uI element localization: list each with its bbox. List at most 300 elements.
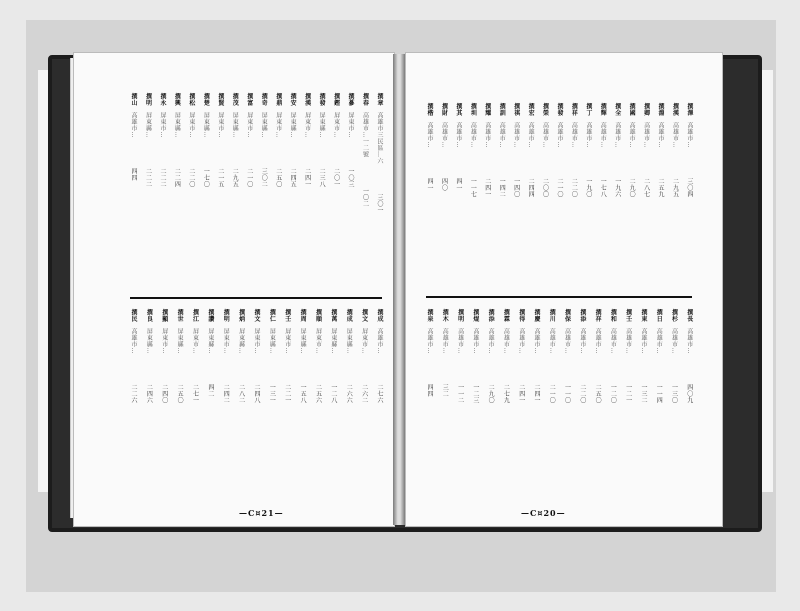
entry-term: 世: [176, 315, 184, 322]
index-entry: [455, 103, 461, 303]
entry-ref: 高雄市…: [639, 328, 647, 354]
entry-num: 二四八: [253, 384, 260, 404]
entry-num: 一五八: [299, 384, 307, 404]
index-entry: [217, 93, 223, 313]
entry-term: 財: [440, 109, 448, 116]
entry-head: 撰: [347, 93, 355, 100]
entry-ref: 屏東市…: [332, 112, 340, 138]
entry-num: 一九六: [613, 178, 621, 198]
entry-num: 二四二: [222, 384, 230, 404]
entry-num: 一三〇: [670, 384, 678, 404]
entry-num: 一一四: [655, 384, 663, 404]
entry-head: 撰: [130, 309, 137, 316]
entry-head: 撰: [454, 103, 462, 110]
entry-num: 二四〇: [160, 384, 168, 404]
entry-ref: 屏東縣…: [345, 328, 353, 354]
entry-head: 撰: [570, 103, 578, 110]
entry-term: 漢: [303, 99, 311, 106]
entry-num: 二一五: [216, 168, 224, 188]
entry-term: 耀: [483, 109, 491, 116]
entry-ref: 屏東縣…: [318, 112, 326, 138]
index-entry: [318, 93, 324, 313]
index-entry: [469, 103, 475, 303]
entry-ref: 高雄市…: [548, 328, 556, 354]
entry-num: 二四一: [517, 384, 525, 404]
entry-num: 二二二: [158, 168, 166, 188]
entry-ref: 高雄市…: [570, 122, 578, 148]
entry-ref: 高雄市…: [376, 328, 383, 354]
index-entry: [625, 309, 631, 504]
entry-head: 撰: [642, 103, 650, 110]
index-entry: [686, 103, 692, 303]
entry-ref: 高雄市…: [670, 328, 678, 354]
entry-ref: 屏東縣…: [237, 328, 245, 354]
entry-num: 四〇九: [685, 384, 693, 404]
index-entry: [192, 309, 198, 509]
entry-term: 鏗: [332, 99, 340, 106]
entry-ref: 高雄市…一二號: [361, 112, 369, 158]
entry-term: 發: [318, 99, 326, 106]
entry-term: 萬: [329, 315, 337, 322]
entry-head: 撰: [426, 309, 433, 316]
entry-ref: 屏東市…: [160, 328, 168, 354]
entry-num: 一二八: [329, 384, 337, 404]
entry-num: 二〇一: [332, 168, 340, 188]
entry-term: 炳: [237, 315, 245, 322]
index-entry: [173, 93, 179, 313]
entry-term: 春: [361, 99, 369, 106]
left-upper-block: [130, 93, 382, 313]
entry-ref: 屏東縣…: [289, 112, 297, 138]
entry-head: 撰: [329, 309, 337, 316]
entry-head: 撰: [527, 103, 535, 110]
entry-ref: 屏東市…: [303, 112, 311, 138]
entry-num: 一四〇: [512, 178, 520, 198]
entry-term: 富: [245, 99, 253, 106]
left-lower-block: [130, 309, 382, 509]
entry-num: 二四一: [303, 168, 311, 188]
entry-head: 撰: [144, 93, 152, 100]
entry-ref: 高雄市…: [512, 122, 520, 148]
entry-term: 慶: [532, 315, 540, 322]
entry-term: 杉: [670, 315, 678, 322]
entry-ref: 高雄市…: [527, 122, 535, 148]
entry-num: 一四二: [498, 178, 506, 198]
entry-head: 撰: [160, 309, 168, 316]
entry-term: 其: [454, 109, 462, 116]
entry-head: 撰: [456, 309, 464, 316]
index-entry: [585, 103, 591, 303]
entry-num: 三二: [441, 384, 449, 397]
entry-head: 撰: [314, 309, 322, 316]
entry-ref: 屏東市…: [360, 328, 368, 354]
entry-num: 二四五: [289, 168, 297, 188]
entry-term: 興: [173, 99, 181, 106]
entry-term: 訓: [498, 109, 506, 116]
index-entry: [502, 309, 508, 504]
entry-ref: 高雄市…: [578, 328, 586, 354]
entry-head: 撰: [303, 93, 311, 100]
entry-ref: 高雄市…: [130, 328, 137, 354]
entry-head: 撰: [130, 93, 137, 100]
entry-num: 二二六: [130, 384, 137, 404]
entry-num: 一三一: [268, 384, 276, 404]
entry-term: 奇: [260, 99, 268, 106]
entry-head: 撰: [222, 309, 230, 316]
entry-term: 保: [563, 315, 571, 322]
right-lower-block: [426, 309, 692, 504]
entry-num: 二二一: [283, 384, 291, 404]
entry-term: 壬: [283, 315, 291, 322]
index-entry: [253, 309, 259, 509]
entry-term: 發: [555, 109, 563, 116]
entry-num: 二一〇: [548, 384, 556, 404]
index-entry: [144, 93, 150, 313]
entry-ref: 屏東市…: [274, 112, 282, 138]
left-page: [73, 52, 395, 527]
entry-ref: 高雄市…: [613, 122, 621, 148]
entry-term: 圳: [469, 109, 477, 116]
entry-head: 撰: [318, 93, 326, 100]
index-entry: [361, 309, 367, 509]
entry-ref: 屏東市…: [347, 112, 355, 138]
entry-ref: 屏東縣…: [299, 328, 307, 354]
right-page: [405, 52, 723, 527]
index-entry: [643, 103, 649, 303]
entry-ref: 高雄市…: [555, 122, 563, 148]
entry-head: 撰: [187, 93, 195, 100]
entry-ref: 高雄市…: [599, 122, 607, 148]
entry-term: 永: [158, 99, 166, 106]
entry-head: 撰: [216, 93, 224, 100]
entry-num: 二六六: [345, 384, 353, 404]
entry-head: 撰: [541, 103, 549, 110]
index-entry: [498, 103, 504, 303]
entry-head: 撰: [670, 309, 678, 316]
entry-ref: 高雄市…: [685, 328, 693, 354]
index-entry: [238, 309, 244, 509]
entry-head: 撰: [231, 93, 239, 100]
entry-head: 撰: [440, 103, 448, 110]
entry-ref: 高雄市…: [609, 328, 617, 354]
entry-num: 四一: [426, 178, 433, 191]
index-entry: [542, 103, 548, 303]
entry-num: 二六二: [360, 384, 368, 404]
entry-ref: 屏東市…: [187, 112, 195, 138]
entry-head: 撰: [624, 309, 632, 316]
entry-term: 長: [685, 315, 693, 322]
entry-head: 撰: [555, 103, 563, 110]
index-entry: [202, 93, 208, 313]
entry-ref: 高雄市…: [469, 122, 477, 148]
entry-num: 二〇〇: [541, 178, 549, 198]
entry-head: 撰: [512, 103, 520, 110]
entry-num: 二一〇: [555, 178, 563, 198]
entry-term: 順: [314, 315, 322, 322]
entry-ref: 高雄市…: [454, 122, 462, 148]
entry-ref: 高雄市…: [502, 328, 510, 354]
entry-head: 撰: [158, 93, 166, 100]
entry-ref: 高雄市…: [456, 328, 464, 354]
entry-num: 二五〇: [176, 384, 184, 404]
entry-num: 二四一: [532, 384, 540, 404]
entry-ref: 高雄市…: [426, 122, 433, 148]
entry-head: 撰: [517, 309, 525, 316]
entry-num: 二三八: [318, 168, 326, 188]
index-entry: [457, 309, 463, 504]
index-entry: [207, 309, 213, 509]
entry-num: 二七一: [191, 384, 199, 404]
entry-term: 全: [613, 109, 621, 116]
entry-ref: 屏東市…: [245, 112, 253, 138]
entry-ref: 高雄市…: [628, 122, 636, 148]
entry-num: 四一: [454, 178, 462, 191]
entry-head: 撰: [299, 309, 307, 316]
entry-term: 楷: [426, 109, 433, 116]
entry-ref: 高雄市…: [426, 328, 433, 354]
entry-num: 一七八: [599, 178, 607, 198]
entry-term: 輝: [599, 109, 607, 116]
entry-head: 撰: [685, 309, 693, 316]
index-entry: [246, 93, 252, 313]
entry-ref: 高雄市…: [483, 122, 491, 148]
entry-term: 淵: [657, 109, 664, 116]
entry-num: 四〇: [440, 178, 448, 191]
book-gutter: [393, 54, 405, 525]
index-entry: [130, 309, 136, 509]
entry-ref: 高雄市…: [657, 122, 664, 148]
entry-ref: 高雄市…: [487, 328, 495, 354]
right-page-folio: —C¤20—: [521, 508, 566, 518]
entry-ref: 高雄市…: [130, 112, 137, 138]
entry-head: 撰: [173, 93, 181, 100]
index-entry: [376, 93, 382, 313]
index-entry: [362, 93, 368, 313]
entry-head: 撰: [469, 103, 477, 110]
entry-term: 祺: [512, 109, 520, 116]
entry-head: 撰: [206, 309, 214, 316]
entry-ref: 屏東縣…: [145, 328, 153, 354]
entry-term: 得: [517, 315, 525, 322]
entry-ref: 屏東縣…: [268, 328, 276, 354]
entry-head: 撰: [655, 309, 663, 316]
entry-num: 一二〇: [609, 384, 617, 404]
index-entry: [671, 103, 677, 303]
entry-ref: 高雄市…: [517, 328, 525, 354]
entry-ref: 高雄市…: [471, 328, 479, 354]
right-divider-rule: [426, 296, 692, 298]
entry-term: 木: [441, 315, 449, 322]
entry-term: 讚: [206, 315, 214, 322]
entry-ref: 高雄市…: [541, 122, 549, 148]
entry-ref: 屏東市…: [158, 112, 166, 138]
entry-num: 一一二: [456, 384, 464, 404]
index-entry: [333, 93, 339, 313]
entry-ref: 屏東縣…: [173, 112, 181, 138]
entry-head: 撰: [532, 309, 540, 316]
entry-term: 日: [655, 315, 663, 322]
index-entry: [299, 309, 305, 509]
entry-ref: 屏東縣…: [202, 112, 210, 138]
entry-ref: 高雄市…: [671, 122, 679, 148]
entry-ref: 高雄市…: [642, 122, 650, 148]
entry-term: 壬: [624, 315, 632, 322]
entry-term: 安: [289, 99, 297, 106]
entry-head: 撰: [253, 309, 260, 316]
entry-ref: 屏東市…: [191, 328, 199, 354]
entry-head: 撰: [360, 309, 368, 316]
index-entry: [426, 309, 432, 504]
entry-term: 和: [609, 315, 617, 322]
index-entry: [345, 309, 351, 509]
entry-num: 二二〇: [570, 178, 578, 198]
entry-ref: 高雄市…: [498, 122, 506, 148]
entry-head: 撰: [260, 93, 268, 100]
entry-head: 撰: [332, 93, 340, 100]
index-entry: [472, 309, 478, 504]
index-entry: [145, 309, 151, 509]
entry-term: 漢: [671, 109, 679, 116]
entry-term: 宏: [527, 109, 535, 116]
entry-term: 賢: [216, 99, 224, 106]
entry-num: 二八二: [237, 384, 245, 404]
entry-num: 二七六: [376, 384, 383, 404]
index-entry: [176, 309, 182, 509]
entry-ref: 高雄市…: [624, 328, 632, 354]
entry-head: 撰: [563, 309, 571, 316]
entry-head: 撰: [657, 103, 664, 110]
entry-head: 撰: [361, 93, 369, 100]
index-entry: [579, 309, 585, 504]
entry-num: 三〇四: [685, 178, 693, 198]
entry-term: 成: [376, 315, 383, 322]
left-page-folio: —C¤21—: [239, 508, 284, 518]
entry-term: 文: [360, 315, 368, 322]
entry-head: 撰: [191, 309, 199, 316]
index-entry: [222, 309, 228, 509]
entry-ref: 高雄市三民區…六: [375, 112, 383, 164]
entry-num: 一一〇: [563, 384, 571, 404]
entry-ref: 屏東縣…: [329, 328, 337, 354]
entry-num: 二四一: [483, 178, 491, 198]
entry-term: 丁: [584, 109, 592, 116]
index-entry: [640, 309, 646, 504]
entry-head: 撰: [345, 309, 353, 316]
entry-num: 二九五: [671, 178, 679, 198]
entry-num: 二四六: [145, 384, 153, 404]
entry-term: 楚: [202, 99, 210, 106]
entry-term: 章: [375, 99, 383, 106]
entry-num: 二九五: [231, 168, 239, 188]
entry-head: 撰: [639, 309, 647, 316]
entry-term: 祥: [570, 109, 578, 116]
entry-head: 撰: [498, 103, 506, 110]
index-entry: [594, 309, 600, 504]
index-entry: [671, 309, 677, 504]
entry-num: 四四: [426, 384, 433, 397]
entry-num: 一〇三: [347, 168, 355, 188]
entry-num: 二五〇: [274, 168, 282, 188]
entry-ref: 屏東市…: [314, 328, 322, 354]
index-entry: [304, 93, 310, 313]
index-entry: [487, 309, 493, 504]
entry-ref: 屏東市…: [283, 328, 291, 354]
index-entry: [130, 93, 136, 313]
index-entry: [440, 103, 446, 303]
index-entry: [260, 93, 266, 313]
index-entry: [570, 103, 576, 303]
entry-head: 撰: [289, 93, 297, 100]
entry-num: 二四四: [527, 178, 535, 198]
entry-term: 霖: [502, 315, 510, 322]
entry-term: 文: [253, 315, 260, 322]
index-entry: [686, 309, 692, 504]
entry-term: 成: [345, 315, 353, 322]
entry-ref: 屏東市…: [253, 328, 260, 354]
entry-num: 二九〇: [628, 178, 636, 198]
entry-num: 二八七: [642, 178, 650, 198]
entry-term: 蔘: [347, 99, 355, 106]
entry-num: 四二: [206, 384, 214, 397]
entry-head: 撰: [594, 309, 602, 316]
entry-num: 二二〇: [578, 384, 586, 404]
index-entry: [527, 103, 533, 303]
index-entry: [188, 93, 194, 313]
entry-num: 一九〇: [584, 178, 592, 198]
entry-head: 撰: [671, 103, 679, 110]
entry-head: 撰: [613, 103, 621, 110]
entry-num: 二七九: [502, 384, 510, 404]
entry-term: 鼎: [274, 99, 282, 106]
entry-head: 撰: [283, 309, 291, 316]
entry-ref: 高雄市…: [532, 328, 540, 354]
entry-head: 撰: [145, 309, 153, 316]
index-entry: [231, 93, 237, 313]
entry-num: 二五九: [657, 178, 664, 198]
entry-head: 撰: [502, 309, 510, 316]
index-entry: [533, 309, 539, 504]
entry-head: 撰: [376, 309, 383, 316]
index-entry: [609, 309, 615, 504]
entry-num: 三〇二: [260, 168, 268, 188]
entry-ref: 屏東縣…: [231, 112, 239, 138]
entry-head: 撰: [268, 309, 276, 316]
entry-num: 一二一: [624, 384, 632, 404]
entry-head: 撰: [441, 309, 449, 316]
entry-head: 撰: [584, 103, 592, 110]
index-entry: [268, 309, 274, 509]
left-divider-rule: [130, 297, 382, 299]
entry-num: 二九〇: [487, 384, 495, 404]
entry-term: 川: [548, 315, 556, 322]
entry-term: 添: [487, 315, 495, 322]
entry-ref: 屏東縣…: [260, 112, 268, 138]
index-entry: [657, 103, 663, 303]
entry-head: 撰: [237, 309, 245, 316]
index-entry: [426, 103, 432, 303]
entry-ref: 屏東縣…: [176, 328, 184, 354]
entry-head: 撰: [578, 309, 586, 316]
index-entry: [599, 103, 605, 303]
entry-head: 撰: [471, 309, 479, 316]
entry-ref: 高雄市…: [685, 122, 693, 148]
entry-head: 撰: [202, 93, 210, 100]
entry-head: 撰: [628, 103, 636, 110]
entry-term: 焜: [471, 315, 479, 322]
entry-term: 茂: [231, 99, 239, 106]
entry-ref: 高雄市…: [594, 328, 602, 354]
entry-term: 榮: [541, 109, 549, 116]
